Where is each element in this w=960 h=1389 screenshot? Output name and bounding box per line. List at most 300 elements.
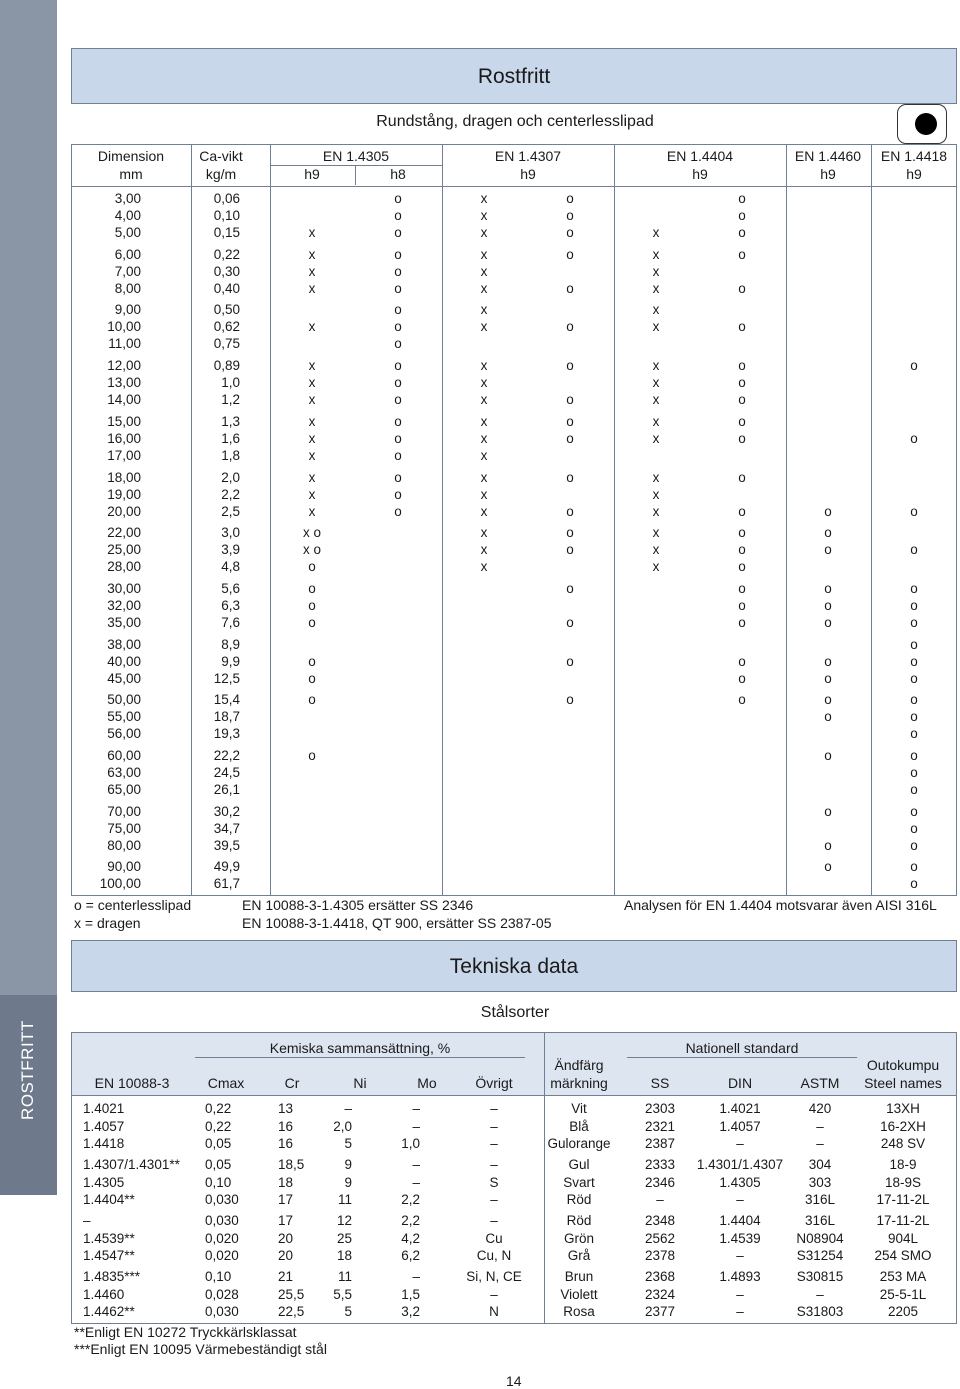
table2-cell: 9 [344,1174,352,1190]
table1-mark: o [910,803,918,819]
table1-col-divider [786,144,787,896]
table2-cell: Grå [567,1248,591,1263]
table1-weight: 8,9 [221,636,240,652]
table2-header-outo-2: Steel names [864,1075,942,1091]
table2-cell: – [490,1157,498,1172]
table2-cell: Gulorange [547,1136,611,1151]
table2-header-outo-1: Outokumpu [866,1057,940,1073]
table1-mark: x [308,447,316,463]
table2-cell: Röd [566,1213,592,1228]
table1-mark: o [824,748,832,763]
table2-cell: 21 [278,1269,294,1284]
table1-mark: x [652,280,660,296]
table1-sub-divider [355,165,356,185]
table2-cell: 2387 [644,1136,676,1151]
table1-weight: 0,10 [213,208,240,223]
table1-mark: o [824,580,832,596]
table1-weight: 0,22 [213,246,240,262]
table2-cell: 0,10 [205,1174,232,1190]
table1-mark: x [480,392,488,408]
table2-cell: 6,2 [401,1248,420,1263]
table1-subtitle: Rundstång, dragen och centerlesslipad [376,113,654,130]
table2-cell: 0,10 [205,1269,232,1284]
table1-dimension: 90,00 [107,859,141,875]
table1-dimension: 65,00 [107,782,141,797]
table1-mark: x [652,469,660,485]
table1-mark: o [308,670,316,686]
table1-weight: 26,1 [213,782,240,797]
table1-weight: 7,6 [221,614,240,630]
table1-dimension: 45,00 [107,670,141,686]
table2-cell: N08904 [796,1230,844,1246]
table1-mark: x [652,358,660,374]
table2-col-divider [544,1033,545,1324]
table1-weight: 1,0 [221,375,240,391]
table1-dimension: 25,00 [107,542,141,558]
table2-cell: 248 SV [880,1136,926,1151]
table2-cell: S [489,1174,499,1190]
table1-mark: o [566,614,574,630]
table1-mark: o [738,319,746,335]
table1-mark: x [480,559,488,575]
table1-mark: o [566,208,574,223]
table1-mark: o [566,392,574,408]
table1-mark: x [480,375,488,391]
table1-mark: o [824,837,832,853]
table1-header-dim: Dimension [97,148,165,164]
table1-mark: o [910,542,918,558]
table2-header-col: Ni [353,1075,367,1091]
table1-mark: x [652,375,660,391]
table1-mark: x [652,413,660,429]
table1-weight: 19,3 [213,726,240,742]
table1-mark: o [738,208,746,223]
table2-cell: – [344,1101,352,1116]
table1-weight: 15,4 [213,692,240,708]
table1-weight: 30,2 [213,803,240,819]
table1-mark: o [824,692,832,708]
table1-dimension: 50,00 [107,692,141,708]
table2-cell: 13XH [886,1101,920,1116]
table2-cell: 1,5 [401,1286,420,1302]
table1-mark: o [738,358,746,374]
table2-cell: – [412,1157,420,1172]
table1-mark: o [910,636,918,652]
table1-dimension: 6,00 [114,246,141,262]
table2-cell: 2324 [644,1286,676,1302]
table1-mark: o [566,542,574,558]
table1-mark: o [738,392,746,408]
table2-cell: 316L [804,1213,836,1228]
table1-dimension: 20,00 [107,503,141,519]
table2-cell: Cu, N [476,1248,512,1263]
table2-header-col: EN 10088-3 [94,1075,170,1091]
table2-cell: 1.4404** [83,1192,135,1207]
table2-cell: 0,030 [205,1192,239,1207]
legend-centerless: o = centerlesslipad [74,897,192,913]
table2-cell: 1.4305 [83,1174,125,1190]
table1-mark: o [824,653,832,669]
table1-mark: o [394,447,402,463]
table1-col-divider [270,144,271,896]
table1-dimension: 55,00 [107,709,141,725]
table1-mark: o [566,525,574,541]
table1-dimension: 4,00 [114,208,141,223]
table1-mark: o [394,503,402,519]
table1-weight: 3,0 [221,525,240,541]
table2-cell: 1.4893 [719,1269,761,1284]
table2-cell: 16 [278,1136,294,1151]
table2-header-col: Mo [417,1075,437,1091]
table1-mark: x [652,486,660,502]
table1-mark: o [394,302,402,318]
footnote-2: ***Enligt EN 10095 Värmebeständigt stål [74,1341,327,1357]
table2-cell: – [490,1136,498,1151]
table1-weight: 12,5 [213,670,240,686]
table1-mark: o [910,859,918,875]
table2-cell: 17 [278,1192,294,1207]
table1-dimension: 8,00 [114,280,141,296]
table1-mark: o [566,503,574,519]
table2-cell: 17-11-2L [876,1213,930,1228]
table1-weight: 1,6 [221,430,240,446]
table1-weight: 39,5 [213,837,240,853]
table1-mark: o [738,469,746,485]
table1-mark: o [566,580,574,596]
table2-cell: – [816,1286,824,1302]
table2-subtitle: Stålsorter [480,1004,550,1021]
table2-cell: 254 SMO [874,1248,932,1263]
table1-mark: x [480,469,488,485]
table1-mark: x [480,413,488,429]
table1-mark: x [480,225,488,240]
table1-mark: x [652,319,660,335]
table2-cell: Vit [571,1101,587,1116]
table1-mark: x [652,302,660,318]
table1-weight: 0,75 [213,336,240,352]
table1-weight: 0,40 [213,280,240,296]
table1-header-rule [71,186,957,187]
table2-cell: 16 [278,1118,294,1134]
table2-cell: Röd [566,1192,592,1207]
analysis-note: Analysen för EN 1.4404 motsvarar även AISI 316L [624,897,937,913]
table2-header-rule [71,1095,957,1096]
table1-mark: o [566,280,574,296]
table1-header-g1a: h9 [304,166,320,182]
table1-mark: x [480,542,488,558]
table1-mark: x [480,358,488,374]
table2-cell: 420 [808,1101,832,1116]
table1-weight: 1,2 [221,392,240,408]
table1-mark: x [308,280,316,296]
table1-mark: o [738,692,746,708]
table1-mark: o [738,670,746,686]
table2-header-col: Övrigt [475,1075,513,1091]
table1-dimension: 70,00 [107,803,141,819]
table1-mark: o [824,803,832,819]
section-title: Rostfritt [477,65,551,88]
table1-dimension: 11,00 [108,336,141,352]
table1-mark: o [824,503,832,519]
black-dot-icon [915,113,937,135]
table2-cell: 0,22 [205,1101,232,1116]
table2-cell: 1.4301/1.4307 [696,1157,784,1172]
table1-header-dim_unit: mm [119,166,143,182]
table1-header-g3a: h9 [692,166,708,182]
table1-mark: o [910,358,918,374]
table1-mark: o [566,413,574,429]
table2-cell: 11 [337,1192,352,1207]
table1-mark: o [566,225,574,240]
table1-weight: 5,6 [221,580,240,596]
table1-mark: o [824,614,832,630]
table2-cell: 17-11-2L [876,1192,930,1207]
table1-header-g3: EN 1.4404 [666,148,734,164]
table1-mark: x [652,225,660,240]
table1-mark: o [308,748,316,763]
table1-dimension: 13,00 [107,375,141,391]
table1-mark: o [824,709,832,725]
table1-mark: x [652,430,660,446]
table2-cell: 18-9S [884,1174,922,1190]
table1-dimension: 9,00 [114,302,141,318]
table1-mark: o [566,246,574,262]
table1-mark: x [652,542,660,558]
table1-mark: o [910,748,918,763]
table2-cell: 304 [808,1157,832,1172]
table1-mark: o [394,392,402,408]
table2-header-col: Cmax [207,1075,245,1091]
table1-dimension: 56,00 [107,726,141,742]
table1-mark: x [480,263,488,279]
table2-header-endfarg-2: märkning [550,1075,608,1091]
section-banner-rostfritt [71,48,957,104]
table2-cell: 2205 [887,1304,919,1319]
table2-cell: 22,5 [278,1304,305,1319]
table2-cell: 904L [887,1230,919,1246]
table2-cell: S31254 [796,1248,844,1263]
table1-mark: o [738,225,746,240]
table1-mark: x [652,559,660,575]
table2-cell: 303 [808,1174,832,1190]
table2-cell: – [736,1248,744,1263]
table1-mark: o [394,319,402,335]
table1-mark: x [652,525,660,541]
table1-weight: 2,0 [221,469,240,485]
table1-mark: o [738,191,746,206]
table2-cell: 0,05 [205,1157,232,1172]
table1-weight: 4,8 [221,559,240,575]
table1-mark: o [738,280,746,296]
table2-cell: Svart [563,1174,595,1190]
table2-cell: 13 [278,1101,294,1116]
table1-header-g1b: h8 [390,166,406,182]
section-title-2: Tekniska data [449,955,579,978]
table1-mark: x [308,263,316,279]
table2-header-col: Cr [284,1075,300,1091]
table2-cell: – [490,1192,498,1207]
table1-sub-rule [270,165,442,166]
table1-weight: 1,3 [221,413,240,429]
table1-dimension: 7,00 [114,263,141,279]
table1-mark: o [738,246,746,262]
table1-mark: o [910,820,918,836]
table2-cell: 25-5-1L [879,1286,927,1302]
table2-cell: 5 [344,1304,352,1319]
table1-weight: 34,7 [213,820,240,836]
table1-dimension: 19,00 [107,486,141,502]
table1-col-divider [614,144,615,896]
table2-cell: 17 [278,1213,294,1228]
table2-cell: 5 [344,1136,352,1151]
table1-mark: o [910,765,918,780]
table2-cell: S30815 [796,1269,844,1284]
table1-mark: o [910,692,918,708]
table1-dimension: 63,00 [107,765,141,780]
table1-weight: 9,9 [221,653,240,669]
table1-header-wt_unit: kg/m [205,166,237,182]
table1-weight: 0,06 [213,191,240,206]
table2-cell: Gul [568,1157,590,1172]
table2-cell: 2377 [644,1304,676,1319]
table1-header-g4: EN 1.4460 [794,148,862,164]
table1-mark: o [738,653,746,669]
table1-mark: o [566,191,574,206]
table1-mark: o [566,319,574,335]
table2-cell: 0,05 [205,1136,232,1151]
table1-dimension: 22,00 [107,525,141,541]
table2-cell: 1.4057 [83,1118,125,1134]
table1-mark: o [910,876,918,892]
table1-mark: o [910,709,918,725]
table1-mark: o [394,336,402,352]
table1-mark: x [308,392,316,408]
table1-mark: o [824,597,832,613]
table1-dimension: 14,00 [107,392,141,408]
table1-mark: o [910,670,918,686]
table1-mark: x [308,246,316,262]
table1-mark: x o [302,542,322,558]
table1-weight: 22,2 [213,748,240,763]
table1-mark: o [394,486,402,502]
table2-cell: 0,020 [205,1248,239,1263]
table1-mark: o [910,782,918,797]
table1-mark: x [308,225,316,240]
table2-cell: Rosa [563,1304,595,1319]
table1-mark: o [910,726,918,742]
table1-mark: o [308,614,316,630]
table2-cell: 18 [336,1248,352,1263]
table2-cell: N [489,1304,499,1319]
table1-weight: 18,7 [213,709,240,725]
table1-mark: x [480,302,488,318]
table1-mark: o [394,430,402,446]
table2-cell: Cu [485,1230,503,1246]
table1-weight: 0,50 [213,302,240,318]
table1-weight: 0,15 [213,225,240,240]
table1-mark: x [480,246,488,262]
table2-cell: – [83,1213,91,1228]
table1-mark: o [308,597,316,613]
table2-cell: 1.4547** [83,1248,135,1263]
table1-dimension: 28,00 [107,559,141,575]
table1-dimension: 3,00 [114,191,141,206]
page-number: 14 [506,1373,522,1389]
standard-note-1: EN 10088-3-1.4305 ersätter SS 2346 [242,897,474,913]
sidebar-label: ROSTFRITT [18,1020,37,1120]
table1-mark: x o [302,525,322,541]
table2-header-endfarg-1: Ändfärg [554,1057,604,1073]
table1-header-g5: EN 1.4418 [880,148,948,164]
table1-weight: 24,5 [213,765,240,780]
table1-mark: o [308,692,316,708]
table2-cell: – [490,1118,498,1134]
table2-cell: 18 [278,1174,294,1190]
table1-mark: o [394,208,402,223]
table1-dimension: 5,00 [114,225,141,240]
table1-mark: x [308,503,316,519]
table2-header-chem: Kemiska sammansättning, % [269,1040,451,1056]
table1-mark: x [308,413,316,429]
table2-cell: 11 [337,1269,352,1284]
table1-mark: o [910,580,918,596]
table2-cell: 16-2XH [880,1118,926,1134]
standard-note-2: EN 10088-3-1.4418, QT 900, ersätter SS 2387-05 [242,915,552,931]
table2-cell: 2,2 [401,1213,420,1228]
table1-dimension: 17,00 [107,447,141,463]
table2-cell: 1.4539 [719,1230,761,1246]
table2-header-col: ASTM [800,1075,840,1091]
section-banner-tekniska [71,940,957,992]
table1-mark: o [308,559,316,575]
table2-cell: 4,2 [401,1230,420,1246]
table2-natstd-rule [627,1057,857,1058]
table1-weight: 0,89 [213,358,240,374]
table1-mark: o [738,580,746,596]
table1-mark: o [824,542,832,558]
table1-mark: x [308,375,316,391]
table1-mark: o [566,653,574,669]
table2-cell: 2368 [644,1269,676,1284]
table2-cell: 0,020 [205,1230,239,1246]
table2-cell: 25 [336,1230,352,1246]
table2-cell: 1.4462** [83,1304,135,1319]
table2-cell: – [736,1286,744,1302]
table2-cell: – [816,1136,824,1151]
table1-weight: 61,7 [213,876,240,892]
table2-cell: – [412,1118,420,1134]
table2-cell: Blå [569,1118,589,1134]
table1-mark: o [308,653,316,669]
table2-cell: 0,030 [205,1304,239,1319]
table1-mark: x [652,392,660,408]
table2-cell: – [412,1269,420,1284]
table1-header-wt: Ca-vikt [199,148,243,164]
table1-mark: o [824,525,832,541]
table2-cell: – [412,1174,420,1190]
table2-cell: – [816,1118,824,1134]
table1-mark: o [566,430,574,446]
table1-dimension: 30,00 [107,580,141,596]
table2-cell: Si, N, CE [466,1269,522,1284]
table1-dimension: 75,00 [107,820,141,836]
table2-cell: 2333 [644,1157,676,1172]
table2-cell: 0,030 [205,1213,239,1228]
table1-mark: o [738,597,746,613]
table1-dimension: 32,00 [107,597,141,613]
table2-cell: 1.4305 [719,1174,761,1190]
table1-mark: o [824,859,832,875]
